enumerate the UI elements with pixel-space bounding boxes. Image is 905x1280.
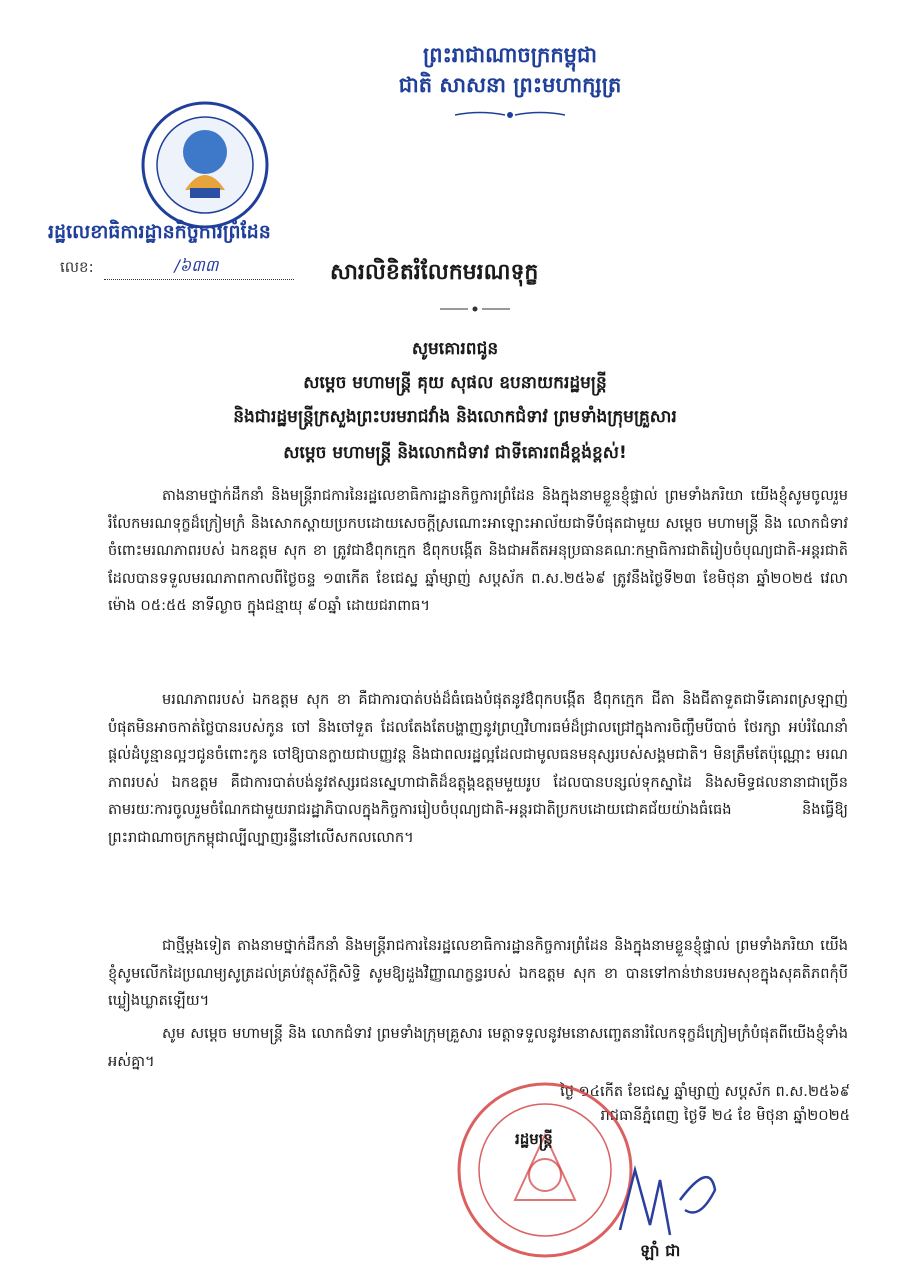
paragraph-4: សូម សម្តេច មហាមន្ត្រី និង លោកជំទាវ ព្រមទាំងក្រុមគ្រួសារ មេត្តាទទួលនូវមនោសញ្ចេតនារំលែកទុក្ខដ៏ក្រៀមក្រំបំផុតពីយើងខ្ញុំទាំងអស់គ្នា។	[108, 1025, 848, 1070]
kingdom-name: ព្រះរាជាណាចក្រកម្ពុជា	[422, 43, 597, 67]
reference-number: /៦៣៣	[174, 256, 219, 275]
reference-field	[104, 256, 294, 280]
kingdom-header	[250, 40, 770, 130]
salutation-line-1: សូមគោរពជូន	[411, 339, 499, 359]
title-ornament	[440, 302, 510, 316]
reference-line	[60, 258, 294, 280]
handwritten-signature	[600, 1140, 730, 1250]
national-motto: ជាតិ សាសនា ព្រះមហាក្សត្រ	[398, 73, 622, 97]
document-title: សារលិខិតរំលែកមរណទុក្ខ	[330, 260, 539, 285]
signatory-name: ឡាំ ជា	[640, 1241, 681, 1260]
paragraph-2: មរណភាពរបស់ ឯកឧត្តម សុក ខា គឺជាការបាត់បង់ដ៏ធំធេងបំផុតនូវឳពុកបង្កើត ឳពុកក្មេក ជីតា និងជីតាទួតជាទីគោរពស្រឡាញ់បំផុតមិនអាចកាត់ថ្លៃបានរបស់កូន ចៅ និងចៅទួត ដែលតែងតែបង្ហាញនូវព្រហ្មវិហារធម៌ដ៏ជ្រាលជ្រៅក្នុងការចិញ្ចឹមបីបាច់ ថែរក្សា អប់រំណែនាំ ផ្តល់ដំបូន្មានល្អៗជូនចំពោះកូន ចៅឱ្យបានក្លាយជាបញ្ញវន្ត និងជាពលរដ្ឋល្អដែលជាមូលធនមនុស្សរបស់សង្គមជាតិ។ មិនត្រឹមតែប៉ុណ្ណោះ មរណភាពរបស់ ឯកឧត្តម គឺជាការបាត់បង់នូវឥស្សរជនស្នេហាជាតិដ៏ឧត្តុង្គឧត្តមមួយរូប ដែលបានបន្សល់ទុកស្នាដៃ និងសមិទ្ធផលនានាជាច្រើនតាមរយៈការចូលរួមចំណែកជាមួយរាជរដ្ឋាភិបាលក្នុងកិច្ចការរៀបចំបុណ្យជាតិ-អន្តរជាតិប្រកបដោយជោគជ័យយ៉ាងធំធេង និងធ្វើឱ្យព្រះរាជាណាចក្រកម្ពុជាល្បីល្បាញរន្ទឺនៅលើសកលលោក។	[108, 691, 848, 846]
salutation-line-3: និងជារដ្ឋមន្ត្រីក្រសួងព្រះបរមរាជវាំង និងលោកជំទាវ ព្រមទាំងក្រុមគ្រួសារ	[233, 407, 677, 427]
motto-ornament	[450, 108, 570, 122]
organization-name: រដ្ឋលេខាធិការដ្ឋានកិច្ចការព្រំដែន	[48, 221, 271, 243]
salutation-line-4: សម្តេច មហាមន្ត្រី និងលោកជំទាវ ជាទីគោរពដ៏ខ្ពង់ខ្ពស់!	[283, 443, 627, 463]
salutation-line-2: សម្តេច មហាមន្ត្រី គុយ សុផល ឧបនាយករដ្ឋមន្ត្រី	[303, 373, 607, 393]
paragraph-3: ជាថ្មីម្តងទៀត តាងនាមថ្នាក់ដឹកនាំ និងមន្ត្រីរាជការនៃរដ្ឋលេខាធិការដ្ឋានកិច្ចការព្រំដែន និងក្នុងនាមខ្លួនខ្ញុំផ្ទាល់ ព្រមទាំងភរិយា យើងខ្ញុំសូមលើកដៃប្រណម្យសូត្រដល់គ្រប់វត្ថុស័ក្តិសិទ្ធិ សូមឱ្យដួងវិញ្ញាណក្ខន្ធរបស់ ឯកឧត្តម សុក ខា បានទៅកាន់ឋានបរមសុខក្នុងសុគតិភពកុំបីឃ្លៀងឃ្លាតឡើយ។	[108, 937, 848, 1009]
signatory-title: រដ្ឋមន្ត្រី	[515, 1130, 553, 1148]
ministry-logo	[140, 100, 270, 230]
paragraph-1: តាងនាមថ្នាក់ដឹកនាំ និងមន្ត្រីរាជការនៃរដ្ឋលេខាធិការដ្ឋានកិច្ចការព្រំដែន និងក្នុងនាមខ្លួនខ្ញុំផ្ទាល់ ព្រមទាំងភរិយា យើងខ្ញុំសូមចូលរួមរំលែកមរណទុក្ខដ៏ក្រៀមក្រំ និងសោកស្តាយប្រកបដោយសេចក្តីស្រណោះអាឡោះអាល័យជាទីបំផុតជាមួយ សម្តេច មហាមន្ត្រី និង លោកជំទាវ ចំពោះមរណភាពរបស់ ឯកឧត្តម សុក ខា ត្រូវជាឳពុកក្មេក ឳពុកបង្កើត និងជាអតីតអនុប្រធានគណៈកម្មាធិការជាតិរៀបចំបុណ្យជាតិ-អន្តរជាតិ ដែលបានទទួលមរណភាពកាលពីថ្ងៃចន្ទ ១៣កើត ខែជេស្ឋ ឆ្នាំម្សាញ់ សប្តស័ក ព.ស.២៥៦៩ ត្រូវនឹងថ្ងៃទី២៣ ខែមិថុនា ឆ្នាំ២០២៥ វេលាម៉ោង ០៥:៥៥ នាទីល្ងាច ក្នុងជន្មាយុ ៩០ឆ្នាំ ដោយជរាពាធ។	[108, 487, 848, 614]
lunar-date: ថ្ងៃ ១៤កើត ខែជេស្ឋ ឆ្នាំម្សាញ់ សប្តស័ក ព.ស.២៥៦៩	[560, 1083, 850, 1100]
reference-label: លេខ:	[60, 258, 94, 276]
solar-date: រាជធានីភ្នំពេញ ថ្ងៃទី ២៤ ខែ មិថុនា ឆ្នាំ២០២៥	[600, 1107, 850, 1124]
